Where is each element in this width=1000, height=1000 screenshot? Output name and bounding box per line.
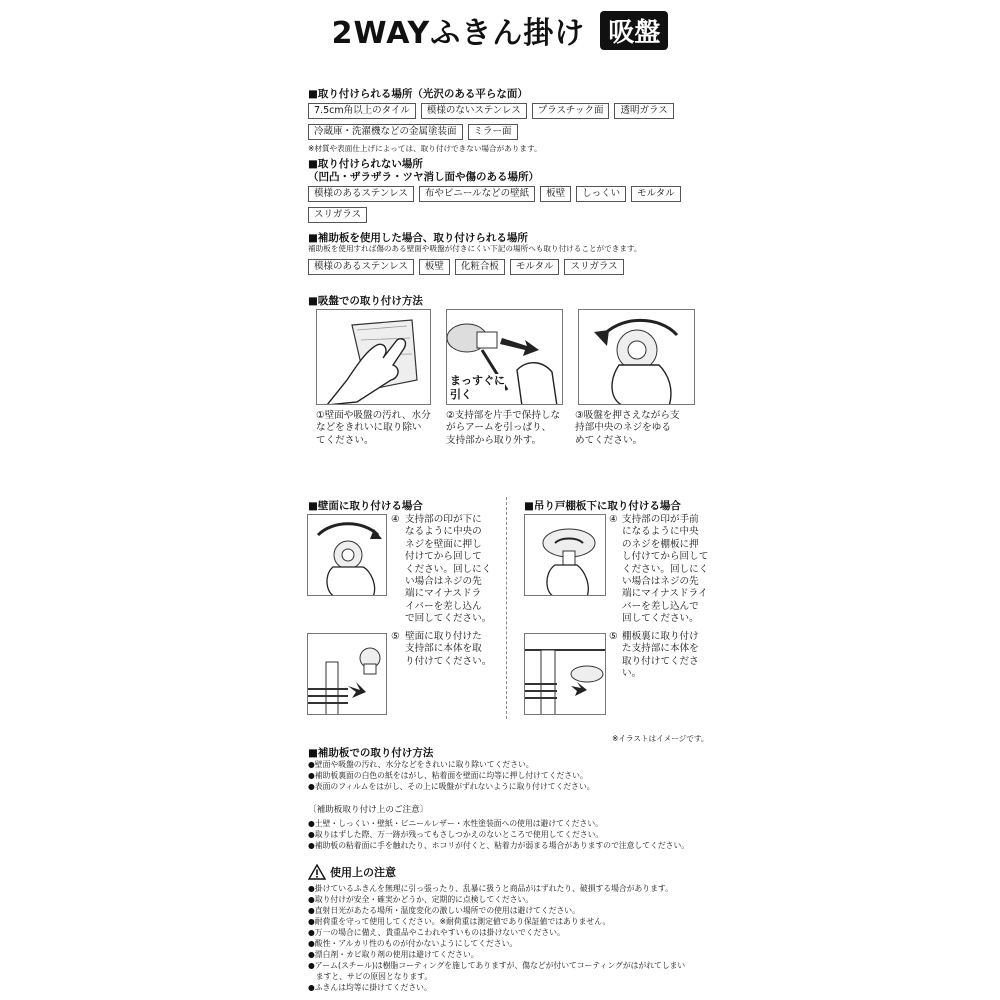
tag: 模様のあるステンレス (308, 186, 414, 202)
rotate-screw-icon (579, 310, 695, 405)
wipe-cloth-icon (317, 310, 431, 405)
usage-caution-bullet: ●漂白剤・カビ取り剤の使用は避けてください。 (308, 950, 479, 959)
aux-board-heading: ■補助板を使用した場合、取り付けられる場所 (308, 232, 528, 244)
usage-caution-bullet: ●ふきんは均等に掛けてください。 (308, 983, 432, 992)
step2-text: ②支持部を片手で保持しな がらアームを引っぱり、 支持部から取り外す。 (446, 410, 561, 446)
aux-method-bullet: ●壁面や吸盤の汚れ、水分などをきれいに取り除いてください。 (308, 760, 534, 769)
wall-step4-illustration (307, 514, 387, 596)
image-note: ※イラストはイメージです。 (612, 734, 709, 743)
wall-step5-number: ⑤ (391, 631, 400, 642)
wall-mount-heading: ■壁面に取り付ける場合 (308, 500, 423, 512)
rotate-screw-icon (308, 515, 387, 596)
not-mountable-tags-row2 (308, 207, 367, 223)
tag: しっくい (576, 186, 626, 202)
aux-caution-bullet: ●補助板の粘着面に手を触れたり、ホコリが付くと、粘着力が弱まる場合がありますので注意してください。 (308, 841, 690, 850)
not-mountable-heading: ■取り付けられない場所 (308, 158, 423, 170)
usage-caution-bullet: ●万一の場合に備え、貴重品やこわれやすいものは掛けないでください。 (308, 928, 565, 937)
usage-caution-bullet: ●掛けているふきんを無理に引っ張ったり、乱暴に扱うと商品がはずれたり、破損する場合があります。 (308, 884, 673, 893)
page-title: 2WAYふきん掛け (331, 16, 586, 51)
towel-holder-icon (308, 634, 387, 715)
tag: モルタル (510, 259, 560, 275)
tag: 模様のあるステンレス (308, 259, 414, 275)
shelf-step5-text: 棚板裏に取り付け た支持部に本体を 取り付けてくださ い。 (622, 631, 699, 680)
usage-caution-bullet: ●酸性・アルカリ性のものが付かないようにしてください。 (308, 939, 518, 948)
tag: 模様のないステンレス (421, 103, 527, 119)
mountable-tags-row2 (308, 124, 518, 140)
mountable-note: ※材質や表面仕上げによっては、取り付けできない場合があります。 (308, 144, 542, 153)
tag: 7.5cm角以上のタイル (308, 103, 416, 119)
usage-caution-bullet: ●アーム(スチール)は樹脂コーティングを施してありますが、傷などが付いてコーティングがはがれてしまい (308, 961, 686, 970)
rotate-screw-icon (525, 515, 606, 596)
aux-caution-heading: 〔補助板取り付け上のご注意〕 (308, 805, 429, 815)
wall-step5-illustration (307, 633, 387, 715)
aux-board-tags (308, 259, 624, 275)
mountable-tags-row1 (308, 103, 674, 119)
step2-illustration (446, 309, 563, 405)
aux-method-heading: ■補助板での取り付け方法 (308, 747, 434, 759)
shelf-step4-illustration (524, 514, 606, 596)
aux-method-bullet: ●補助板裏面の白色の紙をはがし、粘着面を壁面に均等に押し付けてください。 (308, 771, 588, 780)
shelf-mount-heading: ■吊り戸棚板下に取り付ける場合 (524, 500, 681, 512)
not-mountable-tags-row1 (308, 186, 681, 202)
wall-step5-text: 壁面に取り付けた 支持部に本体を取 り付けてください。 (405, 631, 492, 667)
tag: スリガラス (308, 207, 367, 223)
shelf-step5-number: ⑤ (609, 631, 618, 642)
aux-method-bullet: ●表面のフィルムをはがし、その上に吸盤がずれないように取り付けてください。 (308, 782, 595, 791)
shelf-step4-text: 支持部の印が手前 になるように中央 のネジを棚板に押 し付けてから回して ください。回しにく い場合はネジの先 端にマイナスドライ バーを差し込んで 回してください。 (622, 514, 709, 625)
tag: スリガラス (564, 259, 623, 275)
step1-illustration (316, 309, 431, 405)
aux-caution-bullet: ●取りはずした際、万一跡が残ってもさしつかえのないところで使用してください。 (308, 830, 604, 839)
tag: ミラー面 (468, 124, 518, 140)
column-divider (506, 497, 507, 719)
shelf-step5-illustration (524, 633, 606, 715)
shelf-step4-number: ④ (609, 514, 618, 525)
tag: 板壁 (540, 186, 571, 202)
suction-method-heading: ■吸盤での取り付け方法 (308, 295, 423, 307)
usage-caution-header (308, 864, 396, 880)
not-mountable-subheading: （凹凸・ザラザラ・ツヤ消し面や傷のある場所） (308, 171, 539, 183)
step3-text: ③吸盤を押さえながら支 持部中央のネジをゆる めてください。 (575, 410, 680, 446)
wall-step4-text: 支持部の印が下に なるように中央の ネジを壁面に押し 付けてから回して ください。回しにく い場合はネジの先 端にマイナスドラ イバーを差し込ん で回してください。 (405, 514, 492, 625)
page-title-row (0, 8, 1000, 52)
tag: 布やビニールなどの壁紙 (419, 186, 535, 202)
wall-step4-number: ④ (391, 514, 400, 525)
step3-illustration (578, 309, 695, 405)
usage-caution-bullet: ●取り付けが安全・確実かどうか、定期的に点検してください。 (308, 895, 534, 904)
tag: 化粧合板 (455, 259, 505, 275)
mountable-heading: ■取り付けられる場所（光沢のある平らな面） (308, 88, 528, 100)
step1-text: ①壁面や吸盤の汚れ、水分 などをきれいに取り除い てください。 (316, 410, 431, 446)
usage-caution-heading: 使用上の注意 (330, 866, 396, 879)
aux-board-note: 補助板を使用すれば傷のある壁面や吸盤が付きにくい下記の場所へも取り付けることができます。 (308, 244, 642, 253)
tag: モルタル (631, 186, 681, 202)
warning-icon (308, 864, 326, 880)
pull-straight-label: まっすぐに 引く (450, 374, 505, 401)
aux-caution-bullet: ●土壁・しっくい・壁紙・ビニールレザー・水性塗装面への使用は避けてください。 (308, 819, 603, 828)
tag: プラスチック面 (532, 103, 610, 119)
usage-caution-bullet: ●直射日光があたる場所・温度変化の激しい場所での使用は避けてください。 (308, 906, 580, 915)
usage-caution-bullet: ●耐荷重を守って使用してください。※耐荷重は測定値であり保証値ではありません。 (308, 917, 611, 926)
tag: 冷蔵庫・洗濯機などの金属塗装面 (308, 124, 463, 140)
tag: 透明ガラス (614, 103, 673, 119)
shelf-holder-icon (525, 634, 606, 715)
usage-caution-bullet: ますと、サビの原因となります。 (308, 972, 433, 981)
tag: 板壁 (419, 259, 450, 275)
title-badge: 吸盤 (600, 11, 668, 50)
